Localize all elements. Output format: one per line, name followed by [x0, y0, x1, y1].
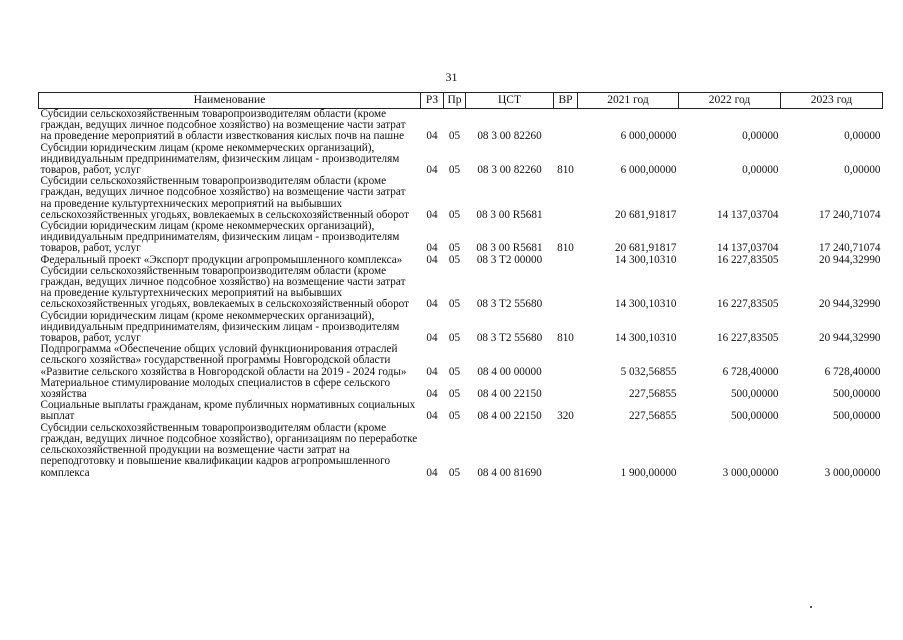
row-pr: 05 [448, 466, 461, 479]
row-vr: 810 [557, 332, 574, 345]
scan-speck [810, 606, 812, 608]
row-cst: 08 4 00 00000 [477, 365, 542, 378]
row-pr: 05 [448, 130, 461, 143]
row-pr: 05 [448, 365, 461, 378]
row-cst: 08 3 00 82260 [477, 130, 542, 143]
row-pr: 05 [448, 388, 461, 401]
table-row [39, 176, 883, 221]
table-row [39, 266, 883, 311]
row-name: Субсидии юридическим лицам (кроме некоммерческих организаций), индивидуальным предпринимателям, физическим лицам - производителям товаров, работ, услуг [40, 141, 400, 177]
row-2023: 0,00000 [844, 164, 881, 177]
row-2023: 20 944,32990 [818, 253, 881, 266]
row-rz: 04 [426, 298, 438, 311]
row-cst: 08 3 00 R5681 [476, 208, 543, 221]
row-2021: 6 000,00000 [620, 130, 677, 143]
row-rz: 04 [426, 466, 438, 479]
row-name: Субсидии юридическим лицам (кроме некоммерческих организаций), индивидуальным предпринимателям, физическим лицам - производителям товаров, работ, услуг [40, 309, 400, 345]
row-2021: 14 300,10310 [614, 253, 677, 266]
row-cst: 08 3 T2 55680 [476, 298, 543, 311]
row-name: Подпрограмма «Обеспечение общих условий функционирования отраслей сельского хозяйства» государственной программы Новгородской области «Развитие сельского хозяйства в Новгородской области на 2019 - 2024 годы» [40, 343, 407, 378]
row-2021: 227,56855 [628, 410, 677, 423]
row-2022: 0,00000 [742, 130, 779, 143]
row-rz: 04 [426, 410, 438, 423]
table-row [39, 423, 883, 479]
table-row [39, 378, 883, 400]
row-vr: 810 [557, 164, 574, 177]
header-vr: ВР [554, 93, 578, 109]
row-2023: 3 000,00000 [824, 466, 881, 479]
row-vr [554, 344, 578, 378]
row-2022: 16 227,83505 [716, 298, 779, 311]
row-rz: 04 [426, 130, 438, 143]
row-2023: 6 728,40000 [824, 365, 881, 378]
row-pr: 05 [448, 208, 461, 221]
row-pr: 05 [448, 253, 461, 266]
row-name: Субсидии юридическим лицам (кроме некоммерческих организаций), индивидуальным предпринимателям, физическим лицам - производителям товаров, работ, услуг [40, 220, 400, 255]
row-2022: 16 227,83505 [716, 253, 779, 266]
row-rz: 04 [426, 208, 438, 221]
table-row [39, 311, 883, 345]
row-rz: 04 [426, 164, 438, 177]
row-vr: 810 [557, 242, 574, 255]
row-2023: 20 944,32990 [818, 298, 881, 311]
row-2022: 16 227,83505 [716, 332, 779, 345]
row-2022: 14 137,03704 [716, 242, 779, 255]
row-cst: 08 3 T2 55680 [476, 332, 543, 345]
row-vr [554, 255, 578, 266]
row-2021: 6 000,00000 [620, 164, 677, 177]
row-name: Субсидии сельскохозяйственным товаропроизводителям области (кроме граждан, ведущих личное подсобное хозяйство), организациям по переработке сельскохозяйственной продукции на возмещение части затрат на переподготовку и повышение квалификации кадров агропромышленного комплекса [40, 421, 418, 479]
page-number: 31 [445, 70, 458, 84]
budget-table [38, 92, 883, 479]
table-row [39, 109, 883, 143]
table-row [39, 344, 883, 378]
row-vr [554, 266, 578, 311]
row-cst: 08 4 00 22150 [477, 410, 542, 423]
row-cst: 08 3 00 R5681 [476, 242, 543, 255]
header-rz: РЗ [421, 93, 444, 109]
row-2023: 17 240,71074 [818, 208, 881, 221]
header-2022: 2022 год [679, 93, 781, 109]
row-cst: 08 3 00 82260 [477, 164, 542, 177]
row-rz: 04 [426, 388, 438, 401]
row-2022: 500,00000 [730, 388, 779, 401]
row-name: Материальное стимулирование молодых специалистов в сфере сельского хозяйства [40, 376, 391, 401]
row-2023: 0,00000 [844, 130, 881, 143]
row-2023: 20 944,32990 [818, 332, 881, 345]
row-rz: 04 [426, 253, 438, 266]
row-cst: 08 3 T2 00000 [476, 253, 543, 266]
header-cst: ЦСТ [466, 93, 554, 109]
row-2021: 5 032,56855 [620, 365, 677, 378]
header-name: Наименование [39, 93, 421, 109]
row-vr [554, 176, 578, 221]
row-vr [554, 378, 578, 400]
row-2022: 0,00000 [742, 164, 779, 177]
row-2023: 500,00000 [832, 388, 881, 401]
row-vr [554, 109, 578, 143]
table-row [39, 400, 883, 422]
row-name: Федеральный проект «Экспорт продукции агропромышленного комплекса» [40, 253, 403, 266]
row-name: Социальные выплаты гражданам, кроме публичных нормативных социальных выплат [40, 399, 416, 423]
row-2021: 14 300,10310 [614, 298, 677, 311]
header-pr: Пр [444, 93, 466, 109]
row-2021: 227,56855 [628, 388, 677, 401]
row-name: Субсидии сельскохозяйственным товаропроизводителям области (кроме граждан, ведущих личное подсобное хозяйство) на возмещение части затрат на проведение культуртехнических мероприятий на выбывших сельскохозяйственных угодьях, вовлекаемых в сельскохозяйственный оборот [40, 264, 410, 311]
row-vr: 320 [557, 410, 574, 423]
row-pr: 05 [448, 164, 461, 177]
row-pr: 05 [448, 242, 461, 255]
header-row [39, 93, 883, 109]
row-2023: 17 240,71074 [818, 242, 881, 255]
row-name: Субсидии сельскохозяйственным товаропроизводителям области (кроме граждан, ведущих личное подсобное хозяйство) на возмещение части затрат на проведение мероприятий в области известкования кислых почв на пашне [40, 108, 406, 143]
row-pr: 05 [448, 332, 461, 345]
row-2021: 1 900,00000 [620, 466, 677, 479]
row-pr: 05 [448, 410, 461, 423]
row-2021: 20 681,91817 [614, 242, 677, 255]
row-vr [554, 423, 578, 479]
row-pr: 05 [448, 298, 461, 311]
header-2021: 2021 год [578, 93, 679, 109]
row-cst: 08 4 00 22150 [477, 388, 542, 401]
row-2023: 500,00000 [832, 410, 881, 423]
row-rz: 04 [426, 365, 438, 378]
row-2022: 6 728,40000 [722, 365, 779, 378]
row-2022: 14 137,03704 [716, 208, 779, 221]
row-2022: 3 000,00000 [722, 466, 779, 479]
row-cst: 08 4 00 81690 [477, 466, 542, 479]
row-rz: 04 [426, 242, 438, 255]
row-2021: 20 681,91817 [614, 208, 677, 221]
row-2021: 14 300,10310 [614, 332, 677, 345]
row-2022: 500,00000 [730, 410, 779, 423]
row-rz: 04 [426, 332, 438, 345]
table-row [39, 221, 883, 255]
header-2023: 2023 год [781, 93, 883, 109]
row-name: Субсидии сельскохозяйственным товаропроизводителям области (кроме граждан, ведущих личное подсобное хозяйство) на возмещение части затрат на проведение культуртехнических мероприятий на выбывших сельскохозяйственных угодьях, вовлекаемых в сельскохозяйственный оборот [40, 175, 410, 221]
table-row [39, 143, 883, 177]
